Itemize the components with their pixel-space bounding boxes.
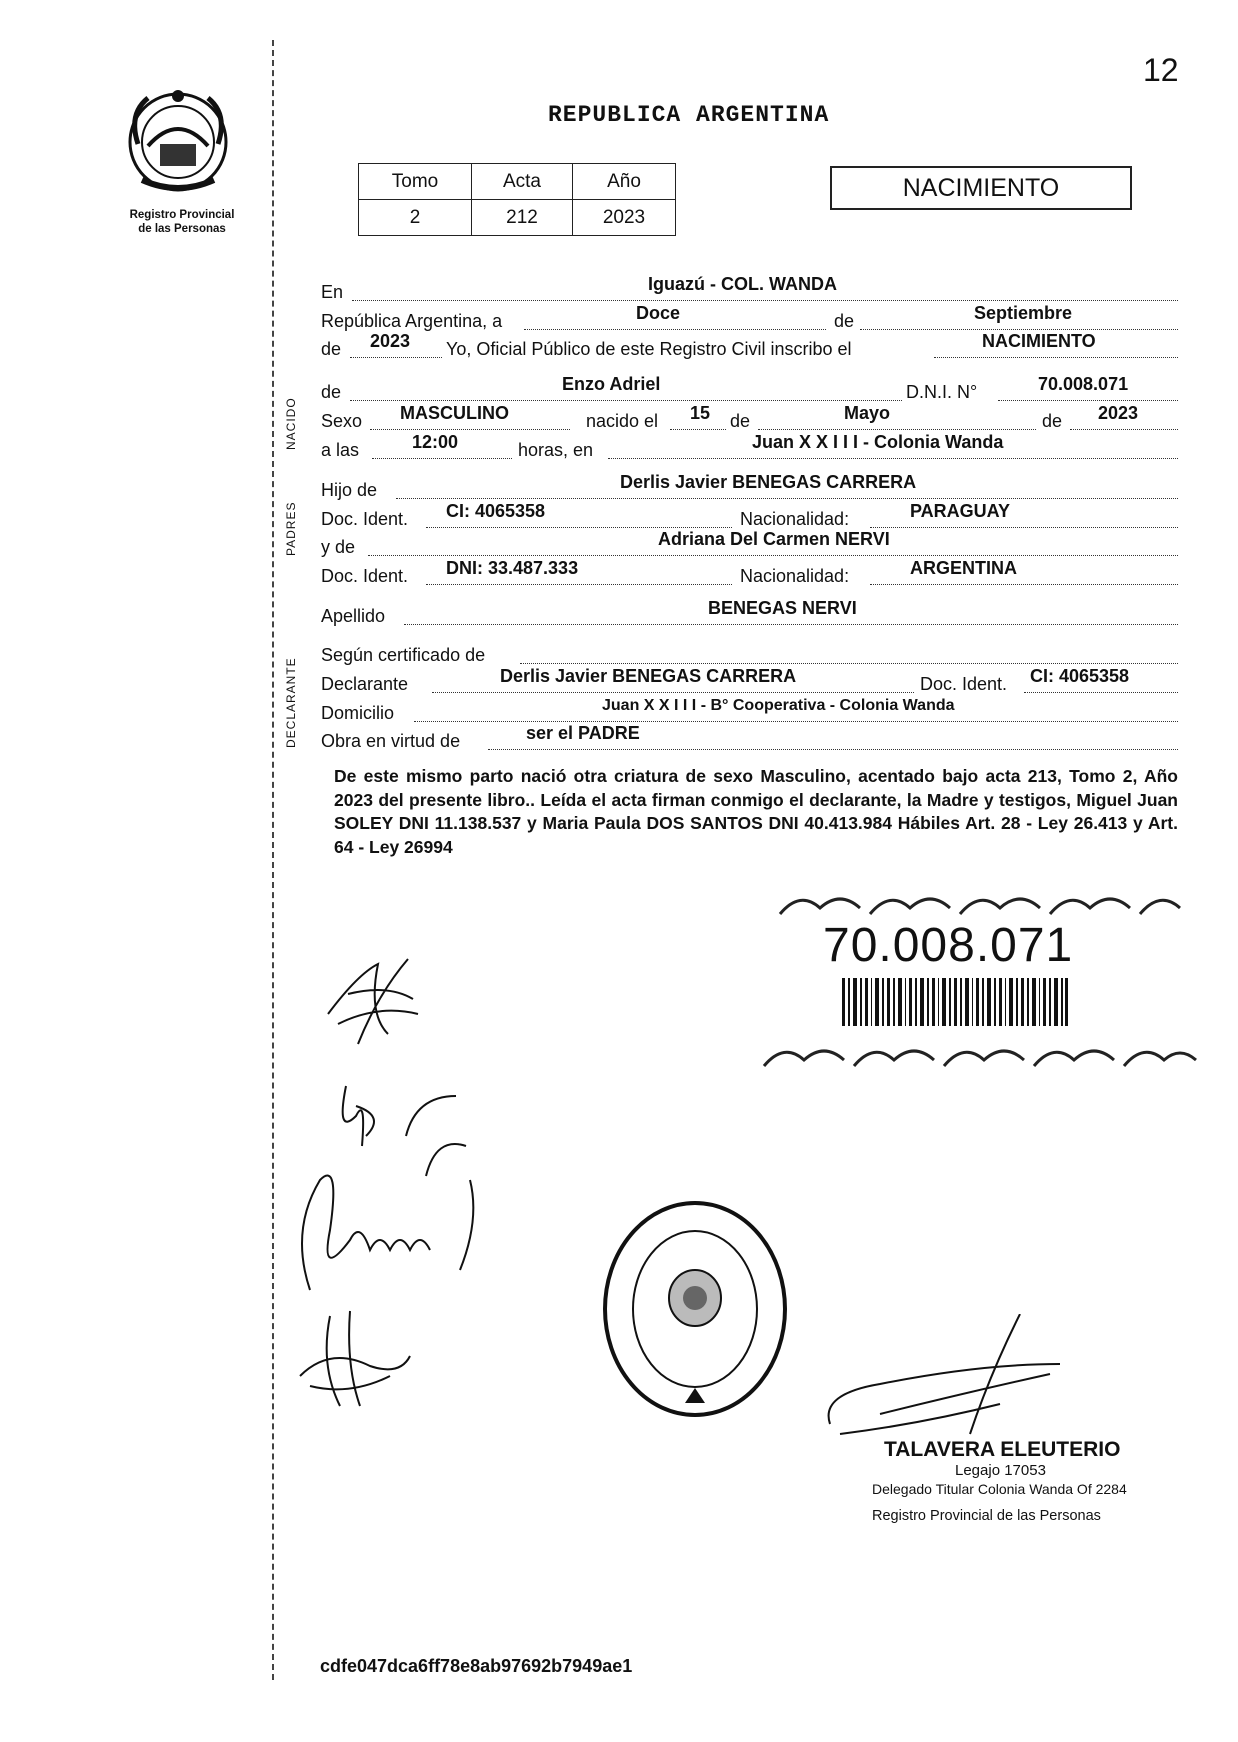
value-nac-madre: ARGENTINA: [910, 558, 1017, 578]
dots-hora: [372, 458, 512, 459]
value-dni: 70.008.071: [1038, 374, 1129, 394]
dots-segun: [520, 663, 1178, 664]
tomo-header: Tomo: [359, 164, 472, 200]
dots-nac-padre: [870, 527, 1178, 528]
value-padre: Derlis Javier BENEGAS CARRERA: [620, 472, 917, 492]
anio-value: 2023: [573, 200, 676, 236]
value-madre: Adriana Del Carmen NERVI: [658, 529, 890, 549]
label-doc-ident-2: Doc. Ident.: [321, 566, 409, 586]
side-label-declarante: DECLARANTE: [284, 657, 298, 748]
dots-dia: [524, 329, 826, 330]
sticker-border-top-icon: [760, 884, 1200, 920]
officer-registry: Registro Provincial de las Personas: [872, 1508, 1101, 1524]
label-republica: República Argentina, a: [321, 311, 503, 331]
label-de-mes: de: [834, 311, 855, 331]
label-nacido-el: nacido el: [586, 411, 659, 431]
value-domicilio: Juan X X I I I - B° Cooperativa - Colonia Wanda: [602, 697, 955, 714]
value-hora: 12:00: [412, 432, 459, 452]
value-sexo: MASCULINO: [400, 403, 509, 423]
dots-sexo: [370, 429, 570, 430]
label-a-las: a las: [321, 440, 360, 460]
province-seal-icon: [118, 84, 238, 196]
signature-declarante-icon: [318, 954, 428, 1054]
label-hijo-de: Hijo de: [321, 480, 378, 500]
value-lugar-nac: Juan X X I I I - Colonia Wanda: [752, 432, 1004, 452]
acta-table: [358, 163, 676, 236]
officer-legajo: Legajo 17053: [955, 1462, 1046, 1479]
label-nacionalidad-2: Nacionalidad:: [740, 566, 850, 586]
signature-testigo-2-icon: [290, 1306, 420, 1416]
signature-testigo-1-icon: [280, 1150, 500, 1300]
registro-line-2: de las Personas: [138, 223, 226, 235]
dots-doc-padre: [426, 527, 732, 528]
dots-nombre: [350, 400, 902, 401]
margin-dashed-line: [272, 40, 274, 1680]
value-nombre: Enzo Adriel: [562, 374, 661, 394]
registro-line-1: Registro Provincial: [129, 209, 235, 221]
value-dia-nac: 15: [690, 403, 711, 423]
officer-name: TALAVERA ELEUTERIO: [884, 1438, 1121, 1461]
value-doc-declarante: CI: 4065358: [1030, 666, 1130, 686]
label-de-year: de: [321, 339, 342, 359]
label-dni: D.N.I. N°: [906, 382, 978, 402]
dots-obra: [488, 749, 1178, 750]
tomo-value: 2: [359, 200, 472, 236]
value-mes-texto: Septiembre: [974, 303, 1073, 323]
signature-oficial-icon: [820, 1314, 1080, 1444]
tipo-box: NACIMIENTO: [830, 166, 1132, 210]
label-de-anio: de: [1042, 411, 1063, 431]
document-title: REPUBLICA ARGENTINA: [548, 102, 830, 128]
observations-paragraph: De este mismo parto nació otra criatura de sexo Masculino, acentado bajo acta 213, Tomo 2, Año 2023 del presente libro.. Leída el acta firman conmigo el declarante, la Madre y testigos, Miguel Juan SOLEY DNI 11.138.537 y Maria Paula DOS SANTOS DNI 40.413.984 Hábiles Art. 28 - Ley 26.413 y Art. 64 - Ley 26994: [334, 766, 1178, 857]
label-de-dia: de: [730, 411, 751, 431]
dots-dni: [998, 400, 1178, 401]
dots-declarante: [432, 692, 914, 693]
acta-header: Acta: [472, 164, 573, 200]
dots-lugar-nac: [608, 458, 1178, 459]
registry-stamp-icon: [600, 1198, 790, 1420]
dots-doc-madre: [426, 584, 732, 585]
dots-tipo: [934, 357, 1178, 358]
registro-provincial-label: [108, 208, 256, 236]
dots-en: [352, 300, 1178, 301]
anio-header: Año: [573, 164, 676, 200]
dots-padre: [396, 498, 1178, 499]
label-doc-ident-decl: Doc. Ident.: [920, 674, 1008, 694]
label-horas-en: horas, en: [518, 440, 594, 460]
label-nacionalidad-1: Nacionalidad:: [740, 509, 850, 529]
label-apellido: Apellido: [321, 606, 386, 626]
value-obra: ser el PADRE: [526, 723, 640, 743]
sticker-border-bottom-icon: [760, 1036, 1200, 1072]
value-doc-padre: CI: 4065358: [446, 501, 546, 521]
label-declarante: Declarante: [321, 674, 409, 694]
value-tipo-inscripcion: NACIMIENTO: [982, 331, 1096, 351]
dots-mes: [860, 329, 1178, 330]
dots-madre: [368, 555, 1178, 556]
acta-value: 212: [472, 200, 573, 236]
dots-year: [350, 357, 442, 358]
document-hash: cdfe047dca6ff78e8ab97692b7949ae1: [320, 1656, 633, 1676]
value-nac-padre: PARAGUAY: [910, 501, 1011, 521]
value-mes-nac: Mayo: [844, 403, 891, 423]
label-yo: Yo, Oficial Público de este Registro Civil inscribo el: [446, 339, 852, 359]
dots-doc-decl: [1024, 692, 1178, 693]
label-sexo: Sexo: [321, 411, 363, 431]
value-apellido: BENEGAS NERVI: [708, 598, 857, 618]
side-label-nacido: NACIDO: [284, 397, 298, 450]
value-declarante: Derlis Javier BENEGAS CARRERA: [500, 666, 797, 686]
label-domicilio: Domicilio: [321, 703, 395, 723]
dots-nac-madre: [870, 584, 1178, 585]
dots-apellido: [404, 624, 1178, 625]
dots-mes-nac: [758, 429, 1036, 430]
value-anio-acta: 2023: [370, 331, 411, 351]
dots-anio-nac: [1070, 429, 1178, 430]
dni-sticker-number: 70.008.071: [823, 919, 1074, 972]
label-y-de: y de: [321, 537, 356, 557]
side-label-padres: PADRES: [284, 501, 298, 556]
dots-dia-nac: [670, 429, 726, 430]
value-dia-texto: Doce: [636, 303, 681, 323]
label-doc-ident-1: Doc. Ident.: [321, 509, 409, 529]
value-doc-madre: DNI: 33.487.333: [446, 558, 579, 578]
barcode-icon: [842, 978, 1068, 1026]
label-obra: Obra en virtud de: [321, 731, 461, 751]
label-segun: Según certificado de: [321, 645, 486, 665]
value-lugar: Iguazú - COL. WANDA: [648, 274, 837, 294]
value-anio-nac: 2023: [1098, 403, 1139, 423]
page-number: 12: [1143, 52, 1179, 88]
label-de-nombre: de: [321, 382, 342, 402]
officer-role: Delegado Titular Colonia Wanda Of 2284: [872, 1481, 1127, 1497]
dots-domicilio: [414, 721, 1178, 722]
label-en: En: [321, 282, 344, 302]
